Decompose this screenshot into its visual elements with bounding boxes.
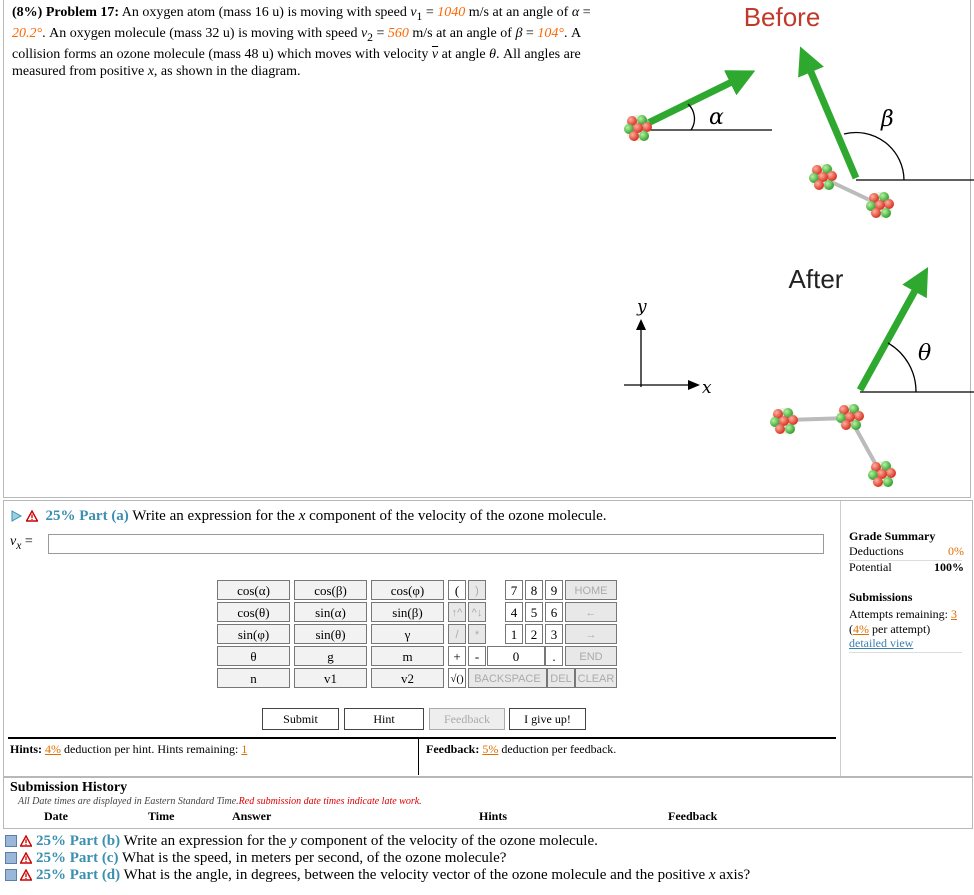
part-a-text2: component of the velocity of the ozone molecule. bbox=[305, 508, 607, 524]
problem-text-8: . All angles are measured from positive bbox=[12, 46, 581, 79]
key-home[interactable]: HOME bbox=[565, 580, 617, 600]
hints-text: deduction per hint. Hints remaining: bbox=[61, 742, 242, 756]
submission-history bbox=[3, 777, 973, 829]
key-cos-beta[interactable]: cos(β) bbox=[294, 580, 367, 600]
attempts-value: 3 bbox=[950, 607, 957, 621]
hints-feedback-row bbox=[8, 737, 836, 775]
feedback-pct: 5% bbox=[482, 742, 499, 756]
key-sin-phi[interactable]: sin(φ) bbox=[217, 624, 290, 644]
part-b-pct: 25% Part (b) bbox=[36, 833, 121, 849]
eq-sign-3: = bbox=[373, 25, 388, 41]
history-note bbox=[18, 796, 422, 807]
collapse-icon[interactable] bbox=[5, 835, 17, 847]
feedback-label: Feedback: bbox=[426, 742, 480, 756]
key-gamma[interactable]: γ bbox=[371, 624, 444, 644]
history-col-feedback: Feedback bbox=[668, 809, 718, 823]
problem-text-2: m/s at an angle bbox=[465, 5, 554, 20]
answer-eq: = bbox=[21, 534, 33, 549]
key-up[interactable]: ↑^ bbox=[448, 602, 466, 622]
history-note-text: All Date times are displayed in Eastern Standard Time. bbox=[18, 796, 239, 807]
collapse-icon[interactable] bbox=[5, 852, 17, 864]
problem-text-9: , as shown in the diagram. bbox=[153, 63, 301, 79]
oxygen-atom-before bbox=[624, 115, 652, 141]
key-9[interactable]: 9 bbox=[545, 580, 563, 600]
part-c-text: What is the speed, in meters per second, of the ozone molecule? bbox=[121, 850, 507, 866]
collision-diagram bbox=[604, 0, 974, 497]
detailed-view-link[interactable]: detailed view bbox=[849, 636, 914, 650]
alpha-symbol: α bbox=[571, 5, 580, 20]
part-a-title bbox=[10, 508, 607, 525]
key-sqrt[interactable]: √() bbox=[448, 668, 466, 688]
key-8[interactable]: 8 bbox=[525, 580, 543, 600]
key-sin-theta[interactable]: sin(θ) bbox=[294, 624, 367, 644]
v1-symbol: v bbox=[410, 5, 417, 20]
key-backspace[interactable]: BACKSPACE bbox=[468, 668, 547, 688]
theta-arc bbox=[888, 343, 916, 392]
warning-icon bbox=[20, 869, 32, 881]
alpha-label: α bbox=[709, 105, 724, 130]
problem-panel bbox=[3, 0, 971, 498]
part-b-text2: component of the velocity of the ozone molecule. bbox=[296, 833, 598, 849]
beta-value: 104° bbox=[537, 25, 564, 41]
before-label: Before bbox=[743, 2, 821, 32]
problem-text-3: of bbox=[556, 5, 572, 20]
hints-remaining: 1 bbox=[241, 742, 248, 756]
v1-value: 1040 bbox=[437, 5, 466, 20]
theta-label: θ bbox=[918, 341, 932, 366]
attempts-label: Attempts remaining: bbox=[849, 607, 951, 621]
submissions-title: Submissions bbox=[849, 590, 913, 604]
key-4[interactable]: 4 bbox=[505, 602, 523, 622]
ozone-atom-1 bbox=[770, 408, 798, 434]
key-plus[interactable]: + bbox=[448, 646, 466, 666]
x-axis-arrow bbox=[688, 380, 700, 390]
v-vector-symbol: $\overline{v}$ bbox=[431, 46, 439, 62]
hints-label: Hints: bbox=[10, 742, 43, 756]
oxygen-molecule-atom-2 bbox=[866, 192, 894, 218]
collapse-icon[interactable] bbox=[5, 869, 17, 881]
key-0[interactable]: 0 bbox=[487, 646, 545, 666]
key-minus[interactable]: - bbox=[468, 646, 486, 666]
y-axis-label: y bbox=[637, 297, 647, 317]
grade-summary bbox=[840, 501, 972, 776]
key-end[interactable]: END bbox=[565, 646, 617, 666]
y-axis-arrow bbox=[636, 319, 646, 330]
hints-info bbox=[10, 742, 247, 757]
key-left[interactable]: ← bbox=[565, 602, 617, 622]
v2-symbol: v bbox=[360, 25, 368, 41]
problem-text-1: An oxygen atom (mass 16 u) is moving with speed bbox=[121, 5, 411, 20]
deductions-label: Deductions bbox=[849, 544, 904, 558]
key-v1[interactable]: v1 bbox=[294, 668, 367, 688]
key-clear[interactable]: CLEAR bbox=[575, 668, 617, 688]
problem-text-7: at angle bbox=[438, 46, 486, 62]
answer-input[interactable] bbox=[48, 534, 824, 554]
part-d-text2: axis? bbox=[715, 867, 751, 883]
key-cos-theta[interactable]: cos(θ) bbox=[217, 602, 290, 622]
x-axis-label: x bbox=[702, 378, 712, 398]
key-star[interactable]: * bbox=[468, 624, 486, 644]
v2-sub: 2 bbox=[367, 30, 373, 44]
grade-title: Grade Summary bbox=[849, 529, 936, 543]
oxygen-molecule-atom-1 bbox=[809, 164, 837, 190]
part-c-row[interactable] bbox=[5, 850, 750, 867]
warning-icon bbox=[26, 510, 38, 522]
hints-pct: 4% bbox=[45, 742, 62, 756]
per-attempt-pct: 4% bbox=[853, 622, 869, 636]
key-paren-close[interactable]: ) bbox=[468, 580, 486, 600]
key-slash[interactable]: / bbox=[448, 624, 466, 644]
key-1[interactable]: 1 bbox=[505, 624, 523, 644]
history-title: Submission History bbox=[10, 780, 128, 795]
part-a-x: x bbox=[298, 508, 306, 524]
key-cos-alpha[interactable]: cos(α) bbox=[217, 580, 290, 600]
v1-sub: 1 bbox=[416, 9, 423, 23]
problem-text-6: . A collision forms an ozone molecule (mass 48 u) which moves with velocity bbox=[12, 25, 581, 62]
feedback-info bbox=[426, 742, 616, 757]
hint-button[interactable]: Hint bbox=[344, 708, 424, 730]
history-col-time: Time bbox=[148, 809, 175, 823]
part-d-sym: x bbox=[708, 867, 716, 883]
key-theta[interactable]: θ bbox=[217, 646, 290, 666]
other-parts-list bbox=[5, 833, 750, 884]
key-del[interactable]: DEL bbox=[547, 668, 575, 688]
part-a-pct: 25% Part (a) bbox=[45, 508, 129, 524]
key-dot[interactable]: . bbox=[545, 646, 563, 666]
problem-text-5: m/s at an angle of bbox=[408, 25, 512, 41]
problem-label: Problem 17: bbox=[45, 5, 120, 20]
key-m[interactable]: m bbox=[371, 646, 444, 666]
ozone-atom-3 bbox=[868, 461, 896, 487]
beta-label: β bbox=[881, 107, 894, 132]
potential-label: Potential bbox=[849, 560, 892, 574]
alpha-arc bbox=[688, 104, 694, 130]
key-sin-beta[interactable]: sin(β) bbox=[371, 602, 444, 622]
key-right[interactable]: → bbox=[565, 624, 617, 644]
problem-pct: (8%) bbox=[12, 5, 43, 20]
deductions-value: 0% bbox=[948, 544, 964, 558]
after-label: After bbox=[788, 264, 844, 294]
submit-button[interactable]: Submit bbox=[262, 708, 339, 730]
problem-text-4: . An oxygen molecule (mass 32 u) is moving with speed bbox=[42, 25, 361, 41]
answer-label bbox=[10, 534, 33, 552]
history-col-answer: Answer bbox=[232, 809, 272, 823]
key-2[interactable]: 2 bbox=[525, 624, 543, 644]
key-cos-phi[interactable]: cos(φ) bbox=[371, 580, 444, 600]
warning-icon bbox=[20, 852, 32, 864]
key-n[interactable]: n bbox=[217, 668, 290, 688]
play-icon[interactable] bbox=[10, 510, 22, 522]
alpha-value: 20.2° bbox=[12, 25, 43, 41]
key-v2[interactable]: v2 bbox=[371, 668, 444, 688]
part-d-row[interactable] bbox=[5, 867, 750, 884]
eq-sign-2: = bbox=[579, 5, 591, 20]
part-d-text: What is the angle, in degrees, between the velocity vector of the ozone molecule and the positive bbox=[123, 867, 709, 883]
v2-arrow bbox=[805, 58, 856, 178]
history-col-date: Date bbox=[44, 809, 68, 823]
v2-value: 560 bbox=[387, 25, 409, 41]
eq-sign: = bbox=[422, 5, 438, 20]
part-b-row[interactable] bbox=[5, 833, 750, 850]
key-sin-alpha[interactable]: sin(α) bbox=[294, 602, 367, 622]
ozone-atom-2 bbox=[836, 404, 864, 430]
key-7[interactable]: 7 bbox=[505, 580, 523, 600]
history-col-hints: Hints bbox=[479, 809, 508, 823]
part-a-text: Write an expression for the bbox=[132, 508, 299, 524]
feedback-text: deduction per feedback. bbox=[498, 742, 617, 756]
answer-var-sub: x bbox=[16, 538, 22, 552]
beta-symbol: β bbox=[515, 25, 523, 41]
key-g[interactable]: g bbox=[294, 646, 367, 666]
potential-value: 100% bbox=[934, 560, 964, 574]
eq-sign-4: = bbox=[522, 25, 538, 41]
part-b-sym: y bbox=[290, 833, 297, 849]
answer-var: v bbox=[10, 534, 17, 549]
part-b-text: Write an expression for the bbox=[123, 833, 291, 849]
x-symbol: x bbox=[147, 63, 154, 79]
part-d-pct: 25% Part (d) bbox=[36, 867, 121, 883]
per-attempt-text: per attempt) bbox=[869, 622, 931, 636]
theta-symbol: θ bbox=[489, 46, 496, 62]
key-5[interactable]: 5 bbox=[525, 602, 543, 622]
key-down[interactable]: ^↓ bbox=[468, 602, 486, 622]
give-up-button[interactable]: I give up! bbox=[509, 708, 586, 730]
history-note-red: Red submission date times indicate late work. bbox=[238, 796, 422, 807]
key-paren-open[interactable]: ( bbox=[448, 580, 466, 600]
key-6[interactable]: 6 bbox=[545, 602, 563, 622]
part-a-panel bbox=[3, 500, 973, 777]
feedback-button[interactable]: Feedback bbox=[429, 708, 505, 730]
warning-icon bbox=[20, 835, 32, 847]
attempts-info: Attempts remaining: 3 (4% per attempt) bbox=[849, 607, 957, 636]
part-c-pct: 25% Part (c) bbox=[36, 850, 119, 866]
key-3[interactable]: 3 bbox=[545, 624, 563, 644]
problem-statement bbox=[12, 4, 622, 80]
